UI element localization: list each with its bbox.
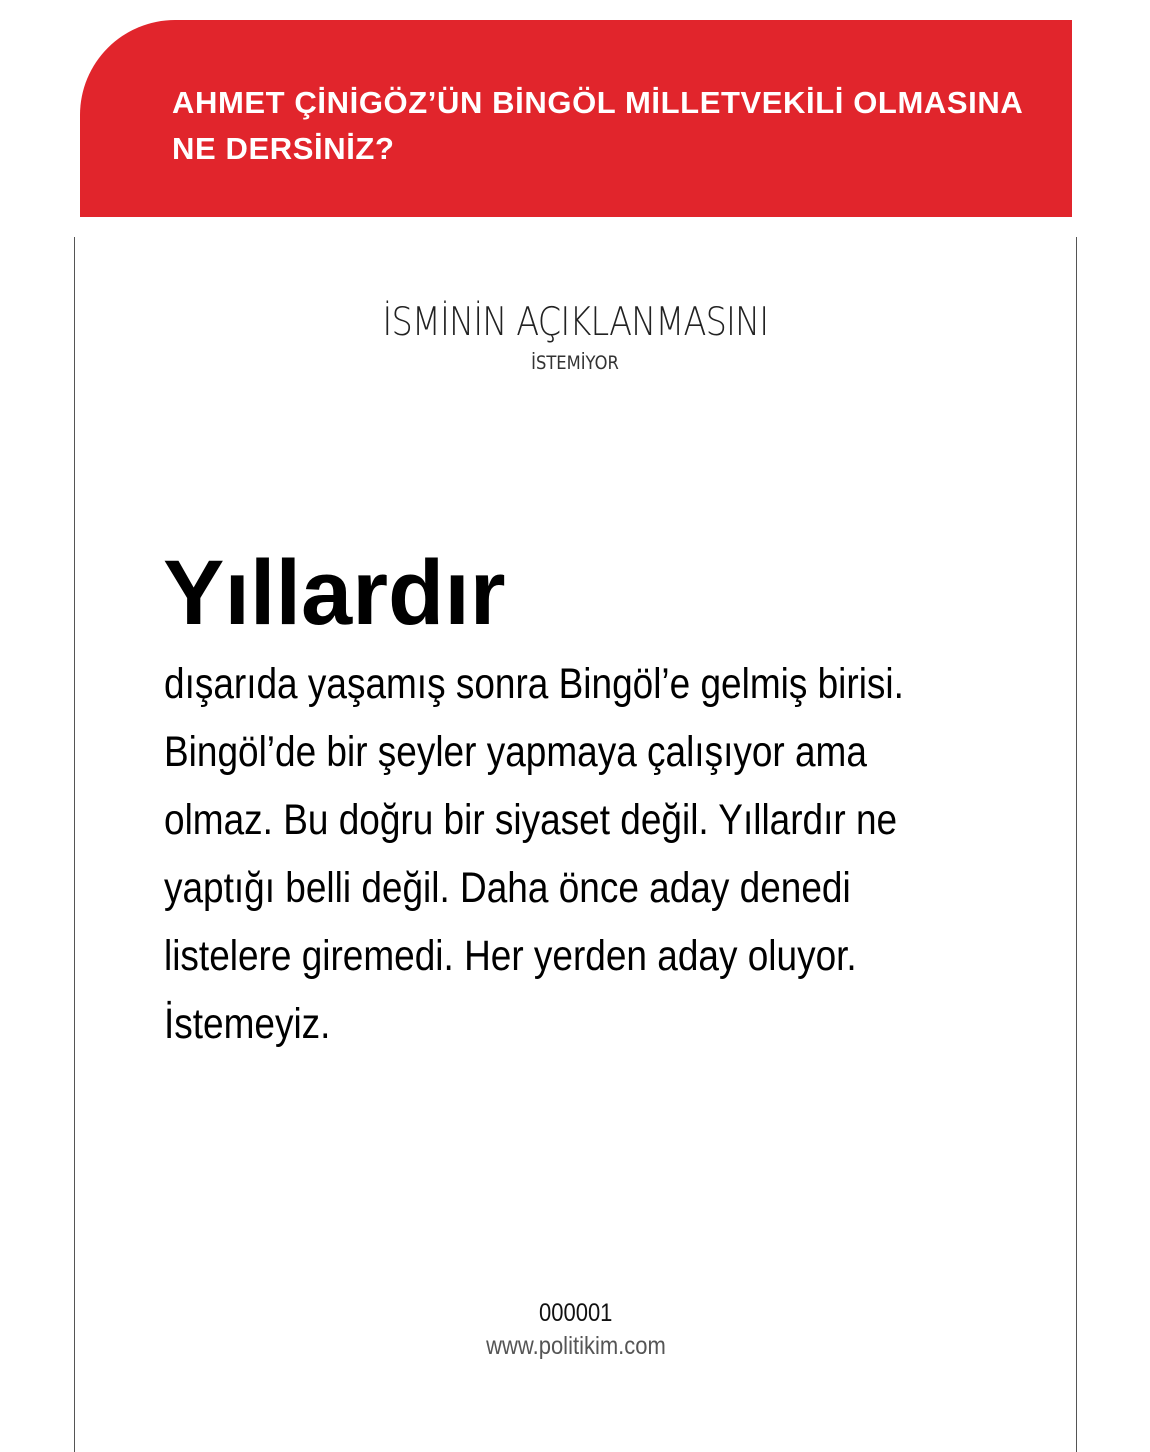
footer-block bbox=[75, 1297, 1077, 1363]
quote-body: dışarıda yaşamış sonra Bingöl’e gelmiş birisi. Bingöl’de bir şeyler yapmaya çalışıyor ama olmaz. Bu doğru bir siyaset değil. Yıllardır ne yaptığı belli değil. Daha önce aday denedi listelere giremedi. Her yerden aday oluyor. İstemeyiz. bbox=[164, 660, 904, 1048]
footer-id: 000001 bbox=[539, 1299, 613, 1327]
source-block bbox=[75, 298, 1075, 376]
source-name: İSMİNİN AÇIKLANMASINI bbox=[382, 300, 768, 345]
frame-line-left bbox=[74, 237, 75, 1452]
footer-url[interactable]: www.politikim.com bbox=[486, 1332, 666, 1360]
header-banner bbox=[80, 20, 1072, 217]
header-title: AHMET ÇİNİGÖZ’ÜN BİNGÖL MİLLETVEKİLİ OLMASINA NE DERSİNİZ? bbox=[172, 85, 1023, 166]
source-subtitle: İSTEMİYOR bbox=[531, 352, 619, 374]
quote-heading: Yıllardır bbox=[163, 542, 506, 644]
frame-line-right bbox=[1076, 237, 1077, 1452]
